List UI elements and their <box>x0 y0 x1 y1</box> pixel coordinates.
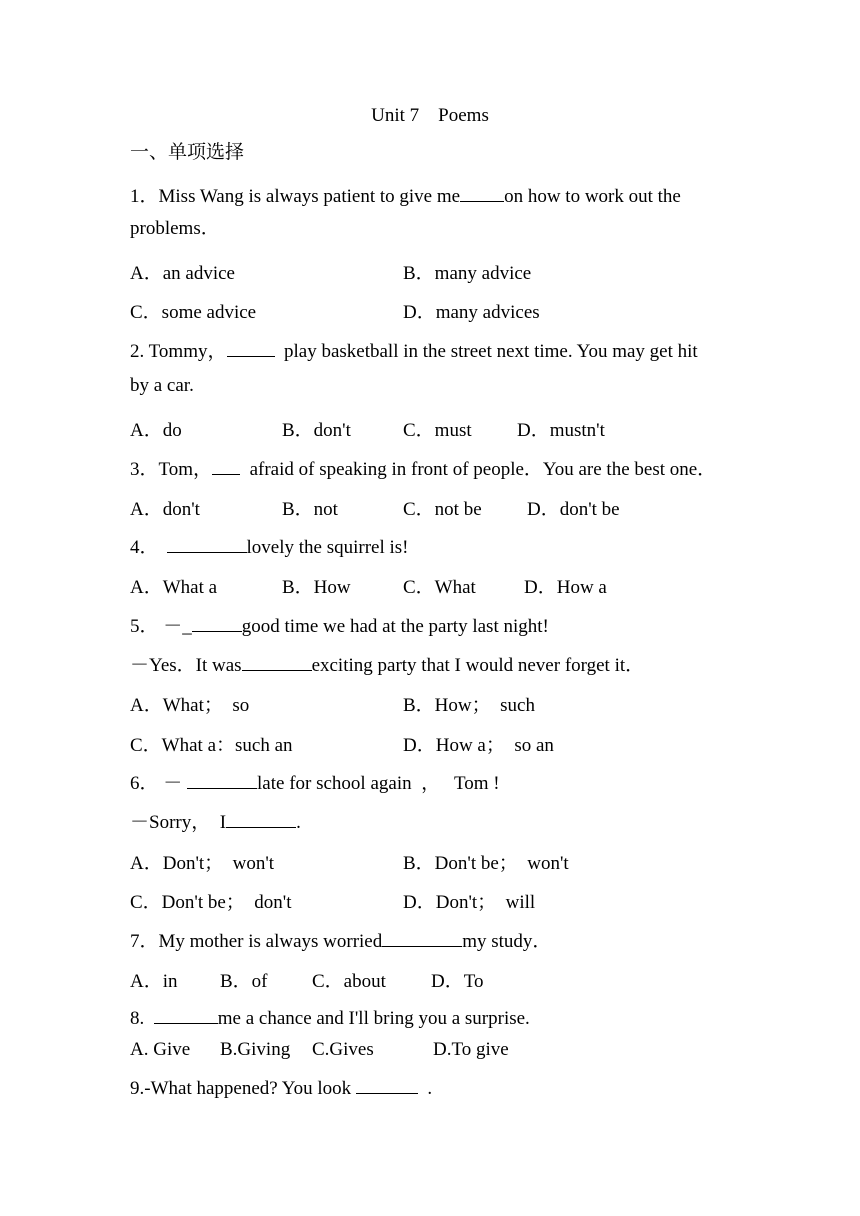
question-text: －Sorry， I <box>130 812 227 833</box>
option-a: A．What a <box>130 577 218 598</box>
option-c: C．Don't be； don't <box>130 892 292 913</box>
option-d: D．To <box>431 971 484 992</box>
option-d: D．many advices <box>403 302 540 323</box>
option-b: B．don't <box>282 420 351 441</box>
option-a: A．Don't； won't <box>130 853 275 874</box>
question-text: afraid of speaking in front of people．You are the best one． <box>240 459 717 480</box>
option-c: C.Gives <box>312 1039 374 1060</box>
option-a: A. Give <box>130 1039 191 1060</box>
answer-blank <box>187 769 257 789</box>
question-text: 6． － <box>130 773 188 794</box>
question-4-stem <box>130 533 409 557</box>
option-c: C．must <box>403 420 472 441</box>
question-text: 8. <box>130 1008 154 1029</box>
option-a: A．do <box>130 420 182 441</box>
question-2-continuation: by a car. <box>130 375 194 396</box>
question-7-stem <box>130 927 551 951</box>
answer-blank <box>242 651 312 671</box>
question-text: 7．My mother is always worried <box>130 931 383 952</box>
answer-blank <box>212 455 240 475</box>
option-d: D．Don't； will <box>403 892 536 913</box>
answer-blank <box>356 1074 418 1094</box>
answer-blank <box>167 533 247 553</box>
question-text: exciting party that I would never forget it． <box>311 655 645 676</box>
question-text: 3．Tom， <box>130 459 213 480</box>
question-1-stem <box>130 182 681 206</box>
option-c: C．some advice <box>130 302 257 323</box>
option-d: D.To give <box>433 1039 509 1060</box>
question-6-stem <box>130 769 500 793</box>
question-text: 5． －_ <box>130 616 192 637</box>
answer-blank <box>154 1004 218 1024</box>
question-text: －Yes．It was <box>130 655 242 676</box>
question-text: my study． <box>462 931 552 952</box>
question-text: lovely the squirrel is! <box>246 537 409 558</box>
question-text: . <box>417 1078 433 1099</box>
question-6-reply <box>130 808 301 832</box>
question-text: play basketball in the street next time. You may get hit <box>274 341 698 362</box>
question-5-reply <box>130 651 644 675</box>
option-d: D．How a <box>524 577 607 598</box>
option-c: C．about <box>312 971 386 992</box>
option-b: B．How； such <box>403 695 535 716</box>
option-a: A．in <box>130 971 178 992</box>
option-d: D．don't be <box>527 499 620 520</box>
question-text: . <box>296 812 301 833</box>
question-text: late for school again ， Tom ! <box>257 773 500 794</box>
option-a: A．What； so <box>130 695 250 716</box>
option-b: B．not <box>282 499 338 520</box>
option-b: B．Don't be； won't <box>403 853 569 874</box>
option-d: D．How a； so an <box>403 735 554 756</box>
question-1-continuation: problems． <box>130 218 220 239</box>
question-5-stem <box>130 612 549 636</box>
question-3-stem <box>130 455 716 479</box>
question-8-stem <box>130 1004 530 1028</box>
option-b: B.Giving <box>220 1039 291 1060</box>
option-b: B．How <box>282 577 351 598</box>
answer-blank <box>226 808 296 828</box>
question-text: 2. Tommy， <box>130 341 227 362</box>
option-b: B．of <box>220 971 268 992</box>
question-text: on how to work out the <box>504 186 681 207</box>
section-heading: 一、单项选择 <box>130 142 245 163</box>
answer-blank <box>460 182 504 202</box>
question-2-stem <box>130 337 698 361</box>
question-text: 4． <box>130 537 159 558</box>
answer-blank <box>382 927 462 947</box>
option-c: C．What a：such an <box>130 735 293 756</box>
question-9-stem <box>130 1074 432 1098</box>
question-text: me a chance and I'll bring you a surprise. <box>217 1008 530 1029</box>
option-c: C．not be <box>403 499 482 520</box>
answer-blank <box>192 612 242 632</box>
question-text: 1．Miss Wang is always patient to give me <box>130 186 461 207</box>
option-a: A．an advice <box>130 263 235 284</box>
question-text: 9.-What happened? You look <box>130 1078 356 1099</box>
answer-blank <box>227 337 275 357</box>
question-text: good time we had at the party last night! <box>241 616 549 637</box>
option-a: A．don't <box>130 499 200 520</box>
page-title: Unit 7 Poems <box>371 105 489 126</box>
option-c: C．What <box>403 577 476 598</box>
option-b: B．many advice <box>403 263 532 284</box>
option-d: D．mustn't <box>517 420 605 441</box>
